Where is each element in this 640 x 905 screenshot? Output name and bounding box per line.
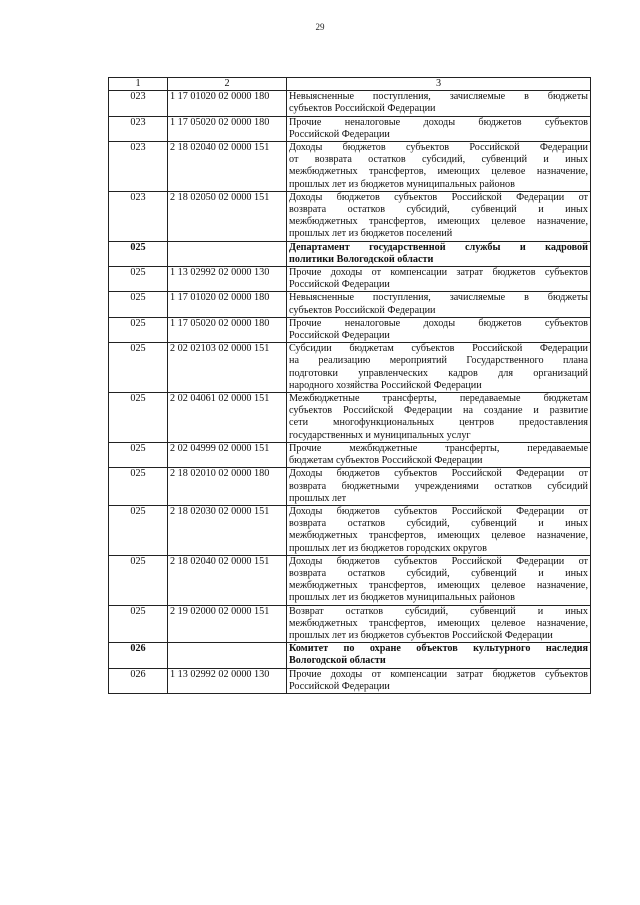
revenue-code-cell: 1 17 01020 02 0000 180 <box>168 91 287 116</box>
admin-code-cell: 025 <box>109 393 168 443</box>
revenue-name-line: Доходы бюджетов субъектов Российской Федерации от <box>289 468 588 480</box>
revenue-name-line: возврата бюджетными учреждениями остатков субсидий <box>289 480 588 492</box>
revenue-name-line: Доходы бюджетов субъектов Российской Федерации <box>289 142 588 154</box>
revenue-name-line: прошлых лет из бюджетов поселений <box>289 228 453 240</box>
revenue-name-line: Доходы бюджетов субъектов Российской Федерации от <box>289 555 588 567</box>
revenue-name-line: Российской Федерации <box>289 680 390 692</box>
revenue-name-cell <box>287 91 591 116</box>
revenue-name-cell <box>287 343 591 393</box>
revenue-name-line: бюджетам субъектов Российской Федерации <box>289 455 483 467</box>
revenue-name-line: Прочие неналоговые доходы бюджетов субъектов <box>289 317 588 329</box>
revenue-name-line: Прочие доходы от компенсации затрат бюджетов субъектов <box>289 668 588 680</box>
revenue-name-line: Российской Федерации <box>289 279 390 291</box>
revenue-name-line: межбюджетных трансфертов, имеющих целевое назначение, <box>289 580 588 592</box>
revenue-name-line: возврата остатков субсидий, субвенций и иных <box>289 518 588 530</box>
revenue-code-cell: 2 19 02000 02 0000 151 <box>168 605 287 643</box>
revenue-name-line: Субсидии бюджетам субъектов Российской Федерации <box>289 343 588 355</box>
revenue-code-cell: 2 02 04061 02 0000 151 <box>168 393 287 443</box>
revenue-name-cell <box>287 668 591 693</box>
revenue-name-line: Возврат остатков субсидий, субвенций и иных <box>289 605 588 617</box>
admin-code-cell: 025 <box>109 605 168 643</box>
revenue-name-line: Доходы бюджетов субъектов Российской Федерации от <box>289 505 588 517</box>
column-header-3: 3 <box>287 78 591 91</box>
revenue-name-line: Вологодской области <box>289 655 386 667</box>
revenue-name-cell <box>287 555 591 605</box>
revenue-name-line: прошлых лет из бюджетов городских округов <box>289 542 487 554</box>
table-row <box>109 317 591 342</box>
table-section-row <box>109 241 591 266</box>
table-row <box>109 555 591 605</box>
table-row <box>109 605 591 643</box>
revenue-name-cell <box>287 292 591 317</box>
revenue-name-line: Межбюджетные трансферты, передаваемые бюджетам <box>289 393 588 405</box>
revenue-code-cell <box>168 643 287 668</box>
table-row <box>109 191 591 241</box>
revenue-name-line: межбюджетных трансфертов, имеющих целевое назначение, <box>289 216 588 228</box>
revenue-code-cell: 1 13 02992 02 0000 130 <box>168 267 287 292</box>
table-row <box>109 142 591 192</box>
admin-code-cell: 023 <box>109 91 168 116</box>
revenue-code-cell: 1 13 02992 02 0000 130 <box>168 668 287 693</box>
revenue-name-cell <box>287 643 591 668</box>
revenue-codes-table <box>108 77 591 694</box>
revenue-name-line: Комитет по охране объектов культурного наследия <box>289 643 588 655</box>
admin-code-cell: 023 <box>109 191 168 241</box>
revenue-code-cell <box>168 241 287 266</box>
revenue-name-cell <box>287 317 591 342</box>
table-row <box>109 343 591 393</box>
revenue-name-line: субъектов Российской Федерации на создание и развитие <box>289 405 588 417</box>
admin-code-cell: 025 <box>109 267 168 292</box>
admin-code-cell: 025 <box>109 292 168 317</box>
table-section-row <box>109 643 591 668</box>
admin-code-cell: 026 <box>109 643 168 668</box>
revenue-name-line: межбюджетных трансфертов, имеющих целевое назначение, <box>289 166 588 178</box>
page-number: 29 <box>315 22 325 32</box>
column-header-2: 2 <box>168 78 287 91</box>
revenue-name-line: государственных и муниципальных услуг <box>289 429 471 441</box>
revenue-name-line: субъектов Российской Федерации <box>289 103 436 115</box>
table-header-row <box>109 78 591 91</box>
revenue-name-cell <box>287 468 591 506</box>
revenue-name-line: политики Вологодской области <box>289 253 434 265</box>
revenue-name-cell <box>287 393 591 443</box>
revenue-name-line: сети многофункциональных центров предоставления <box>289 417 588 429</box>
revenue-name-line: Прочие неналоговые доходы бюджетов субъектов <box>289 116 588 128</box>
admin-code-cell: 025 <box>109 317 168 342</box>
revenue-code-cell: 2 18 02040 02 0000 151 <box>168 555 287 605</box>
table-row <box>109 442 591 467</box>
revenue-name-line: межбюджетных трансфертов, имеющих целевое назначение, <box>289 617 588 629</box>
table-row <box>109 267 591 292</box>
revenue-name-line: на реализацию мероприятий Государственного плана <box>289 355 588 367</box>
revenue-name-line: прошлых лет из бюджетов муниципальных районов <box>289 592 515 604</box>
revenue-name-line: Прочие доходы от компенсации затрат бюджетов субъектов <box>289 267 588 279</box>
admin-code-cell: 025 <box>109 468 168 506</box>
admin-code-cell: 025 <box>109 241 168 266</box>
admin-code-cell: 023 <box>109 142 168 192</box>
revenue-name-line: народного хозяйства Российской Федерации <box>289 379 482 391</box>
revenue-name-cell <box>287 191 591 241</box>
revenue-code-cell: 2 02 04999 02 0000 151 <box>168 442 287 467</box>
revenue-name-line: Невыясненные поступления, зачисляемые в бюджеты <box>289 91 588 103</box>
admin-code-cell: 025 <box>109 505 168 555</box>
revenue-name-line: прошлых лет из бюджетов муниципальных районов <box>289 178 515 190</box>
admin-code-cell: 025 <box>109 555 168 605</box>
revenue-name-line: субъектов Российской Федерации <box>289 304 436 316</box>
revenue-code-cell: 1 17 05020 02 0000 180 <box>168 116 287 141</box>
revenue-name-line: Доходы бюджетов субъектов Российской Федерации от <box>289 191 588 203</box>
revenue-name-line: Департамент государственной службы и кадровой <box>289 241 588 253</box>
revenue-code-cell: 2 18 02010 02 0000 180 <box>168 468 287 506</box>
revenue-name-line: возврата остатков субсидий, субвенций и иных <box>289 567 588 579</box>
revenue-code-cell: 2 02 02103 02 0000 151 <box>168 343 287 393</box>
admin-code-cell: 025 <box>109 343 168 393</box>
revenue-name-cell <box>287 605 591 643</box>
table-row <box>109 668 591 693</box>
revenue-code-cell: 1 17 05020 02 0000 180 <box>168 317 287 342</box>
revenue-name-cell <box>287 267 591 292</box>
table-row <box>109 116 591 141</box>
revenue-name-cell <box>287 116 591 141</box>
revenue-code-cell: 1 17 01020 02 0000 180 <box>168 292 287 317</box>
revenue-name-cell <box>287 505 591 555</box>
table-body <box>109 91 591 694</box>
revenue-name-line: прошлых лет <box>289 492 347 504</box>
revenue-name-line: межбюджетных трансфертов, имеющих целевое назначение, <box>289 530 588 542</box>
revenue-name-line: прошлых лет из бюджетов субъектов Российской Федерации <box>289 629 553 641</box>
column-header-1: 1 <box>109 78 168 91</box>
revenue-name-line: возврата остатков субсидий, субвенций и иных <box>289 204 588 216</box>
revenue-name-line: подготовки управленческих кадров для организаций <box>289 367 588 379</box>
revenue-name-cell <box>287 442 591 467</box>
revenue-name-line: Невыясненные поступления, зачисляемые в бюджеты <box>289 292 588 304</box>
revenue-name-line: Прочие межбюджетные трансферты, передаваемые <box>289 442 588 454</box>
revenue-code-cell: 2 18 02040 02 0000 151 <box>168 142 287 192</box>
admin-code-cell: 023 <box>109 116 168 141</box>
admin-code-cell: 025 <box>109 442 168 467</box>
revenue-name-line: Российской Федерации <box>289 128 390 140</box>
revenue-code-cell: 2 18 02050 02 0000 151 <box>168 191 287 241</box>
admin-code-cell: 026 <box>109 668 168 693</box>
table-row <box>109 292 591 317</box>
table-row <box>109 505 591 555</box>
revenue-name-line: Российской Федерации <box>289 330 390 342</box>
revenue-name-cell <box>287 142 591 192</box>
revenue-code-cell: 2 18 02030 02 0000 151 <box>168 505 287 555</box>
table-row <box>109 91 591 116</box>
revenue-name-cell <box>287 241 591 266</box>
revenue-name-line: от возврата остатков субсидий, субвенций и иных <box>289 154 588 166</box>
table-row <box>109 393 591 443</box>
table-row <box>109 468 591 506</box>
